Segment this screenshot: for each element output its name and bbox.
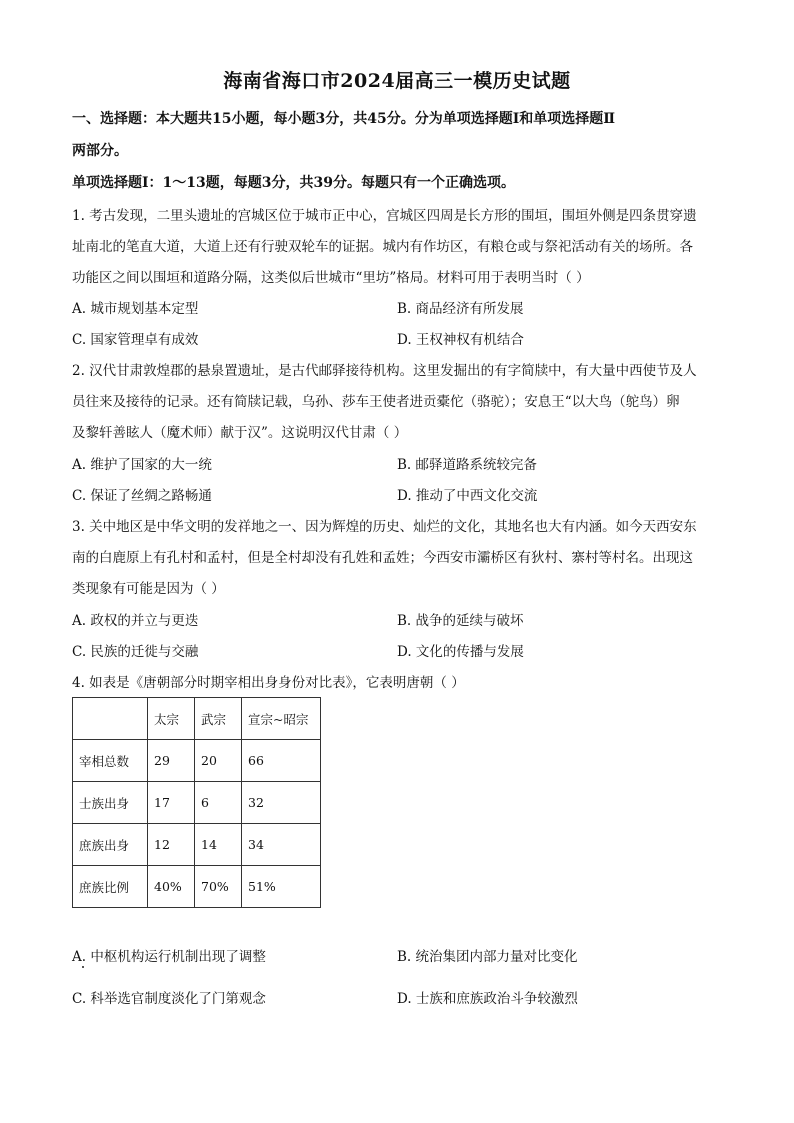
table-header-cell: 太宗 [148, 698, 195, 740]
q3-option-a: A. 政权的并立与更迭 [72, 613, 199, 629]
q1-option-a: A. 城市规划基本定型 [72, 301, 199, 317]
table-cell: 20 [195, 740, 242, 782]
table-header-row [73, 698, 321, 740]
section-heading: 一、选择题：本大题共15小题，每小题3分，共45分。分为单项选择题Ⅰ和单项选择题Ⅱ [72, 111, 616, 127]
table-row-label: 宰相总数 [73, 740, 148, 782]
table-row [73, 824, 321, 866]
table-row [73, 740, 321, 782]
table-row [73, 782, 321, 824]
q2-option-b: B. 邮驿道路系统较完备 [397, 457, 538, 473]
q1-option-d: D. 王权神权有机结合 [397, 332, 524, 348]
table-header-cell [73, 698, 148, 740]
q1-option-b: B. 商品经济有所发展 [397, 301, 524, 317]
q4-option-d: D. 士族和庶族政治斗争较激烈 [397, 991, 578, 1007]
table-cell: 34 [242, 824, 321, 866]
q2-option-a: A. 维护了国家的大一统 [72, 457, 212, 473]
q3-text-line: 类现象有可能是因为（ ） [72, 581, 225, 597]
q3-option-c: C. 民族的迁徙与交融 [72, 644, 199, 660]
chancellor-table [72, 697, 321, 908]
q4-option-a: A. 中枢机构运行机制出现了调整 [72, 949, 266, 965]
q2-option-d: D. 推动了中西文化交流 [397, 488, 538, 504]
table-cell: 66 [242, 740, 321, 782]
table-cell: 29 [148, 740, 195, 782]
q1-text-line: 功能区之间以围垣和道路分隔，这类似后世城市“里坊”格局。材料可用于表明当时（ ） [72, 270, 590, 286]
table-cell: 51% [242, 866, 321, 908]
q1-text-line: 1. 考古发现，二里头遗址的宫城区位于城市正中心，宫城区四周是长方形的围垣，围垣外侧是四条贯穿遗 [72, 208, 697, 224]
table-header-cell: 武宗 [195, 698, 242, 740]
table-cell: 32 [242, 782, 321, 824]
q3-option-b: B. 战争的延续与破坏 [397, 613, 524, 629]
q2-text-line: 2. 汉代甘肃敦煌郡的悬泉置遗址，是古代邮驿接待机构。这里发掘出的有字简牍中，有大量中西使节及人 [72, 363, 697, 379]
q4-option-b: B. 统治集团内部力量对比变化 [397, 949, 578, 965]
table-cell: 12 [148, 824, 195, 866]
table-row [73, 866, 321, 908]
section-heading-cont: 两部分。 [72, 143, 128, 159]
table-cell: 40% [148, 866, 195, 908]
q2-text-line: 员往来及接待的记录。还有简牍记载，乌孙、莎车王使者进贡橐佗（骆驼）；安息王“以大鸟（鸵鸟）卵 [72, 394, 680, 410]
page-title: 海南省海口市2024届高三一模历史试题 [223, 70, 571, 92]
subsection-heading: 单项选择题Ⅰ：1～13题，每题3分，共39分。每题只有一个正确选项。 [72, 175, 515, 191]
q1-text-line: 址南北的笔直大道，大道上还有行驶双轮车的证据。城内有作坊区，有粮仓或与祭祀活动有关的场所。各 [72, 239, 693, 255]
table-cell: 17 [148, 782, 195, 824]
q3-option-d: D. 文化的传播与发展 [397, 644, 524, 660]
table-row-label: 士族出身 [73, 782, 148, 824]
q4-option-c: C. 科举选官制度淡化了门第观念 [72, 991, 266, 1007]
table-row-label: 庶族出身 [73, 824, 148, 866]
q2-option-c: C. 保证了丝绸之路畅通 [72, 488, 212, 504]
stray-dot [82, 966, 84, 968]
table-cell: 70% [195, 866, 242, 908]
q3-text-line: 3. 关中地区是中华文明的发祥地之一、因为辉煌的历史、灿烂的文化，其地名也大有内涵。如今天西安东 [72, 519, 697, 535]
q3-text-line: 南的白鹿原上有孔村和孟村，但是全村却没有孔姓和孟姓；今西安市灞桥区有狄村、寨村等村名。出现这 [72, 550, 693, 566]
table-header-cell: 宣宗~昭宗 [242, 698, 321, 740]
table-cell: 6 [195, 782, 242, 824]
q1-option-c: C. 国家管理卓有成效 [72, 332, 199, 348]
q4-text-line: 4. 如表是《唐朝部分时期宰相出身身份对比表》，它表明唐朝（ ） [72, 675, 465, 691]
table-cell: 14 [195, 824, 242, 866]
table-row-label: 庶族比例 [73, 866, 148, 908]
q2-text-line: 及黎轩善眩人（魔术师）献于汉”。这说明汉代甘肃（ ） [72, 425, 408, 441]
